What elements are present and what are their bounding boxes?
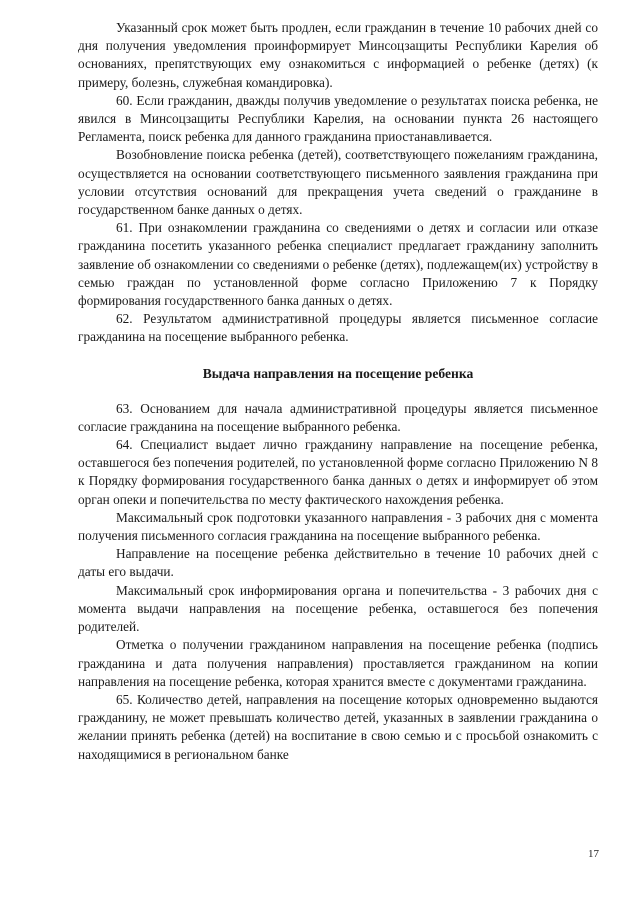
section-heading: Выдача направления на посещение ребенка xyxy=(202,365,474,381)
page-number: 17 xyxy=(588,848,599,860)
paragraph-61: 61. При ознакомлении гражданина со сведениями о детях и согласии или отказе гражданина посетить указанного ребенка специалист предлагает гражданину заполнить заявление об ознакомлении со сведениями о ребенке (детях), подлежащем(их) устройству в семью граждан по установленной форме согласно Приложению 7 к Порядку формирования государственного банка данных о детях. xyxy=(78,220,598,309)
paragraph-extension-term: Указанный срок может быть продлен, если гражданин в течение 10 рабочих дней со дня получения уведомления проинформирует Минсоцзащиты Республики Карелия об основаниях, препятствующих ему ознакомиться с информацией о ребенке (детях) (к примеру, болезнь, служебная командировка). xyxy=(78,20,598,90)
paragraph-receipt-mark: Отметка о получении гражданином направления на посещение ребенка (подпись гражданина и дата получения направления) проставляется гражданином на копии направления на посещение ребенка, которая хранится вместе с документами гражданина. xyxy=(78,637,598,689)
paragraph-62: 62. Результатом административной процедуры является письменное согласие гражданина на посещение выбранного ребенка. xyxy=(78,311,598,345)
paragraph-informing-term: Максимальный срок информирования органа и попечительства - 3 рабочих дня с момента выдачи направления на посещение ребенка, оставшегося без попечения родителей. xyxy=(78,582,598,635)
paragraph-64: 64. Специалист выдает лично гражданину направление на посещение ребенка, оставшегося без попечения родителей, по установленной форме согласно Приложению N 8 к Порядку формирования государственного банка данных о детях и информирует об этом орган опеки и попечительства по месту фактического нахождения ребенка. xyxy=(78,437,598,507)
paragraph-max-preparation-term: Максимальный срок подготовки указанного направления - 3 рабочих дня с момента получения письменного согласия гражданина на посещение выбранного ребенка. xyxy=(78,509,598,544)
paragraph-validity-term: Направление на посещение ребенка действительно в течение 10 рабочих дней с даты его выдачи. xyxy=(78,546,598,580)
document-body xyxy=(78,19,598,764)
paragraph-63: 63. Основанием для начала административной процедуры является письменное согласие гражданина на посещение выбранного ребенка. xyxy=(78,400,598,434)
paragraph-search-resumption: Возобновление поиска ребенка (детей), соответствующего пожеланиям гражданина, осуществляется на основании соответствующего письменного заявления гражданина при условии отсутствия оснований для прекращения учета сведений о гражданине в государственном банке данных о детях. xyxy=(78,147,598,218)
paragraph-60: 60. Если гражданин, дважды получив уведомление о результатах поиска ребенка, не явился в Минсоцзащиты Республики Карелия, на основании пункта 26 настоящего Регламента, поиск ребенка для данного гражданина приостанавливается. xyxy=(78,92,598,145)
paragraph-65: 65. Количество детей, направления на посещение которых одновременно выдаются гражданину, не может превышать количество детей, указанных в заявлении гражданина о желании принять ребенка (детей) на воспитание в свою семью и с просьбой ознакомить с находящимися в региональном банке xyxy=(78,691,598,762)
